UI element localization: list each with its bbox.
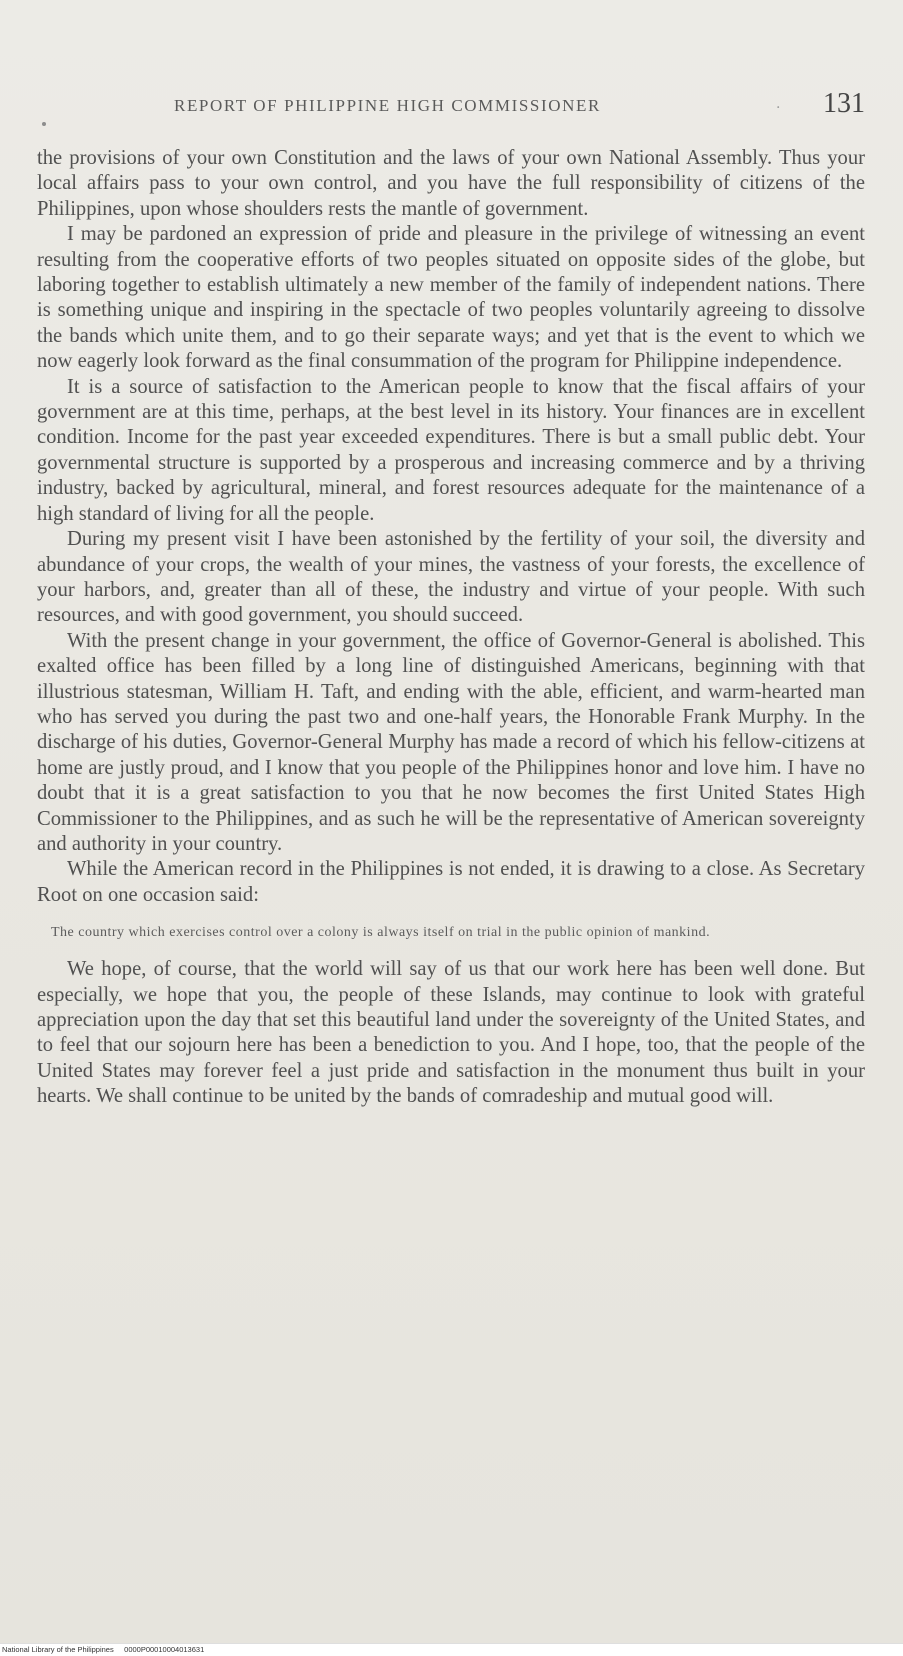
- header-dot-mark: ·: [776, 100, 781, 116]
- footer-library: [2, 1645, 204, 1654]
- running-head: REPORT OF PHILIPPINE HIGH COMMISSIONER: [174, 96, 601, 115]
- block-quote: The country which exercises control over a colony is always itself on trial in the public opinion of mankind.: [51, 925, 711, 941]
- paragraph-3: It is a source of satisfaction to the American people to know that the fiscal affairs of your government are at this time, perhaps, at the best level in its history. Your finances are in excellent condition. Income for the past year exceeded expenditures. There is but a small public debt. Your governmental structure is supported by a prosperous and increasing commerce and by a thriving industry, backed by agricultural, mineral, and forest resources adequate for the maintenance of a high standard of living for all the people.: [37, 375, 865, 525]
- footer-library-name: National Library of the Philippines: [2, 1645, 114, 1654]
- body-text: [37, 146, 865, 1110]
- page-number: 131: [823, 88, 865, 119]
- paragraph-2: I may be pardoned an expression of pride and pleasure in the privilege of witnessing an event resulting from the cooperative efforts of two peoples situated on opposite sides of the globe, but laboring together to establish ultimately a new member of the family of independent nations. There is something unique and inspiring in the spectacle of two peoples voluntarily agreeing to dissolve the bands which unite them, and to go their separate ways; and yet that is the event to which we now eagerly look forward as the final consummation of the program for Philippine independence.: [37, 223, 865, 373]
- paragraph-4: During my present visit I have been astonished by the fertility of your soil, the diversity and abundance of your crops, the wealth of your mines, the vastness of your forests, the excellence of your harbors, and, greater than all of these, the industry and virtue of your people. With such resources, and with good government, you should succeed.: [37, 528, 865, 627]
- closing-paragraph: We hope, of course, that the world will say of us that our work here has been well done. But especially, we hope that you, the people of these Islands, may continue to look with grateful appreciation upon the day that set this beautiful land under the sovereignty of the United States, and to feel that our sojourn here has been a benediction to you. And I hope, too, that the people of the United States may forever feel a just pride and satisfaction in the monument thus built in your hearts. We shall continue to be united by the bands of comradeship and mutual good will.: [37, 958, 865, 1108]
- paragraph-5: With the present change in your government, the office of Governor-General is abolished. This exalted office has been filled by a long line of distinguished Americans, beginning with that illustrious statesman, William H. Taft, and ending with the able, efficient, and warm-hearted man who has served you during the past two and one-half years, the Honorable Frank Murphy. In the discharge of his duties, Governor-General Murphy has made a record of which his fellow-citizens at home are justly proud, and I know that you people of the Philippines honor and love him. I have no doubt that it is a great satisfaction to you that he now becomes the first United States High Commissioner to the Philippines, and as such he will be the representative of American sovereignty and authority in your country.: [37, 629, 865, 855]
- scan-footer: [0, 1643, 903, 1656]
- page-header: [48, 86, 865, 126]
- margin-mark: [42, 122, 46, 126]
- paragraph-6: While the American record in the Philippines is not ended, it is drawing to a close. As Secretary Root on one occasion said:: [37, 858, 865, 906]
- paragraph-1: the provisions of your own Constitution and the laws of your own National Assembly. Thus your local affairs pass to your own control, and you have the full responsibility of citizens of the Philippines, upon whose shoulders rests the mantle of government.: [37, 147, 865, 220]
- footer-identifier: 0000P00010004013631: [124, 1645, 205, 1654]
